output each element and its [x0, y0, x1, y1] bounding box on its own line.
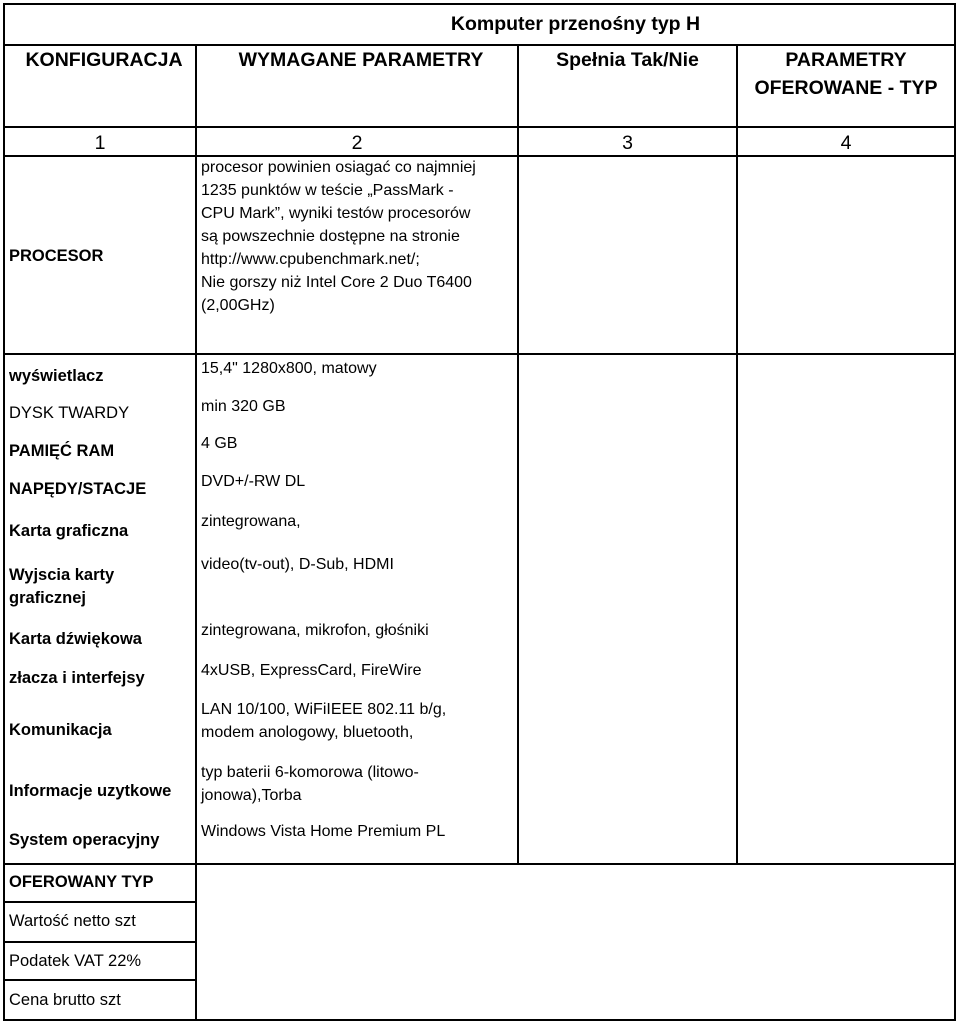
- row-value-komunikacja-line1: LAN 10/100, WiFiIEEE 802.11 b/g,: [201, 701, 447, 718]
- oferowany-typ-label: OFEROWANY TYP: [9, 873, 154, 891]
- row-value-karta-graficzna: zintegrowana,: [201, 513, 301, 530]
- procesor-line: http://www.cpubenchmark.net/;: [201, 251, 420, 268]
- header-spelnia: Spełnia Tak/Nie: [556, 49, 699, 71]
- header-wymagane-parametry: WYMAGANE PARAMETRY: [238, 49, 484, 71]
- row-value-napedy-stacje: DVD+/-RW DL: [201, 473, 306, 490]
- row-value-dysk-twardy: min 320 GB: [201, 398, 286, 415]
- row-value-procesor: [201, 156, 516, 317]
- row-label-napedy-stacje: NAPĘDY/STACJE: [9, 480, 147, 498]
- procesor-line: Nie gorszy niż Intel Core 2 Duo T6400: [201, 274, 472, 291]
- row-value-wyjscia-karty: video(tv-out), D-Sub, HDMI: [201, 556, 394, 573]
- row-label-karta-dzwiekowa: Karta dźwiękowa: [9, 630, 142, 648]
- row-value-pamiec-ram: 4 GB: [201, 435, 238, 452]
- header-parametry-oferowane-line1: PARAMETRY: [785, 49, 907, 71]
- row-value-informacje-uzytkowe-line1: typ baterii 6-komorowa (litowo-: [201, 764, 419, 781]
- wartosc-netto-label: Wartość netto szt: [9, 912, 136, 930]
- procesor-line: CPU Mark”, wyniki testów procesorów: [201, 205, 471, 222]
- procesor-line: (2,00GHz): [201, 297, 275, 314]
- table-title: Komputer przenośny typ H: [450, 13, 701, 35]
- procesor-line: procesor powinien osiagać co najmniej: [201, 159, 476, 176]
- row-value-informacje-uzytkowe-line2: jonowa),Torba: [201, 787, 302, 804]
- cena-brutto-label: Cena brutto szt: [9, 991, 121, 1009]
- column-number-3: 3: [622, 132, 633, 154]
- row-label-komunikacja: Komunikacja: [9, 721, 112, 739]
- row-value-komunikacja-line2: modem anologowy, bluetooth,: [201, 724, 414, 741]
- column-number-2: 2: [351, 132, 363, 154]
- row-label-wyjscia-karty-line2: graficznej: [9, 589, 87, 607]
- procesor-line: są powszechnie dostępne na stronie: [201, 228, 460, 245]
- column-number-4: 4: [840, 132, 852, 154]
- row-value-karta-dzwiekowa: zintegrowana, mikrofon, głośniki: [201, 622, 429, 639]
- row-label-pamiec-ram: PAMIĘĆ RAM: [9, 442, 115, 460]
- column-number-1: 1: [94, 132, 106, 154]
- procesor-line: 1235 punktów w teście „PassMark -: [201, 182, 454, 199]
- row-label-informacje-uzytkowe: Informacje uzytkowe: [9, 782, 172, 800]
- row-value-zlacza-interfejsy: 4xUSB, ExpressCard, FireWire: [201, 662, 422, 679]
- row-label-wyjscia-karty-line1: Wyjscia karty: [9, 566, 115, 584]
- row-value-wyswietlacz: 15,4" 1280x800, matowy: [201, 360, 377, 377]
- row-label-system-operacyjny: System operacyjny: [9, 831, 160, 849]
- header-parametry-oferowane-line2: OFEROWANE - TYP: [754, 77, 938, 99]
- row-label-zlacza-interfejsy: złacza i interfejsy: [9, 669, 145, 687]
- podatek-vat-label: Podatek VAT 22%: [9, 952, 142, 970]
- header-konfiguracja: KONFIGURACJA: [25, 49, 183, 71]
- row-label-wyswietlacz: wyświetlacz: [9, 367, 104, 385]
- row-label-karta-graficzna: Karta graficzna: [9, 522, 129, 540]
- row-value-system-operacyjny: Windows Vista Home Premium PL: [201, 823, 446, 840]
- row-label-procesor: PROCESOR: [9, 247, 104, 265]
- row-label-dysk-twardy: DYSK TWARDY: [9, 404, 130, 422]
